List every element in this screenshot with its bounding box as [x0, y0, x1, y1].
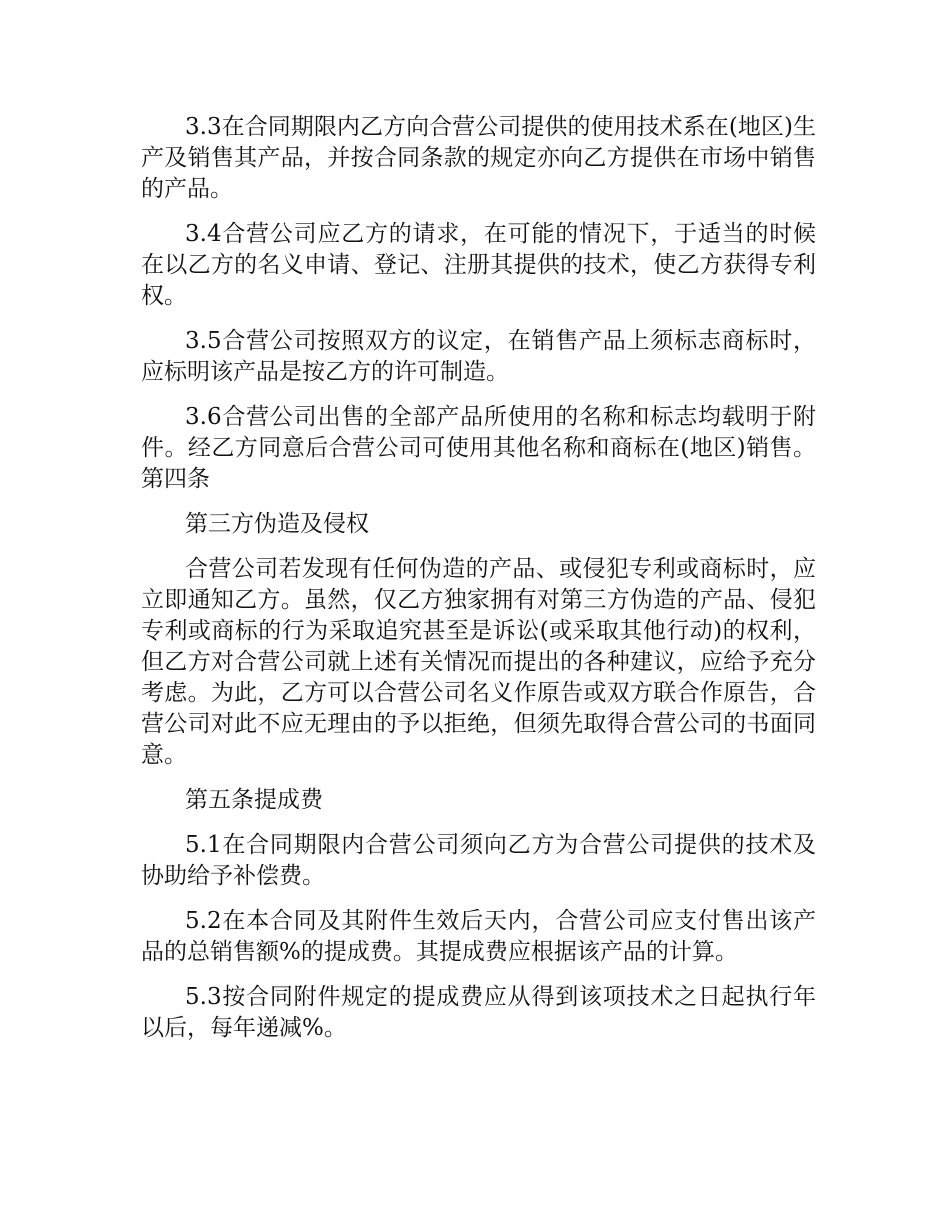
clause-infringement: 合营公司若发现有任何伪造的产品、或侵犯专利或商标时，应立即通知乙方。虽然，仅乙方独家拥有对第三方伪造的产品、侵犯专利或商标的行为采取追究甚至是诉讼(或采取其他行动)的权利，但乙方对合营公司就上述有关情况而提出的各种建议，应给予充分考虑。为此，乙方可以合营公司名义作原告或双方联合作原告，合营公司对此不应无理由的予以拒绝，但须先取得合营公司的书面同意。 — [141, 556, 816, 768]
clause-3-3: 3.3在合同期限内乙方向合营公司提供的使用技术系在(地区)生产及销售其产品，并按合同条款的规定亦向乙方提供在市场中销售的产品。 — [141, 114, 816, 202]
clause-5-2: 5.2在本合同及其附件生效后天内，合营公司应支付售出该产品的总销售额%的提成费。其提成费应根据该产品的计算。 — [141, 908, 816, 965]
section-heading-third-party: 第三方伪造及侵权 — [185, 511, 369, 537]
section-heading-royalty: 第五条提成费 — [185, 787, 323, 813]
clause-5-3: 5.3按合同附件规定的提成费应从得到该项技术之日起执行年以后，每年递减%。 — [141, 984, 816, 1041]
clause-5-1: 5.1在合同期限内合营公司须向乙方为合营公司提供的技术及协助给予补偿费。 — [141, 832, 816, 889]
clause-3-5: 3.5合营公司按照双方的议定，在销售产品上须标志商标时，应标明该产品是按乙方的许可制造。 — [141, 328, 816, 385]
clause-3-4: 3.4合营公司应乙方的请求，在可能的情况下，于适当的时候在以乙方的名义申请、登记、注册其提供的技术，使乙方获得专利权。 — [141, 221, 816, 309]
document-body — [141, 112, 816, 1058]
clause-3-6: 3.6合营公司出售的全部产品所使用的名称和标志均载明于附件。经乙方同意后合营公司可使用其他名称和商标在(地区)销售。第四条 — [141, 404, 816, 492]
